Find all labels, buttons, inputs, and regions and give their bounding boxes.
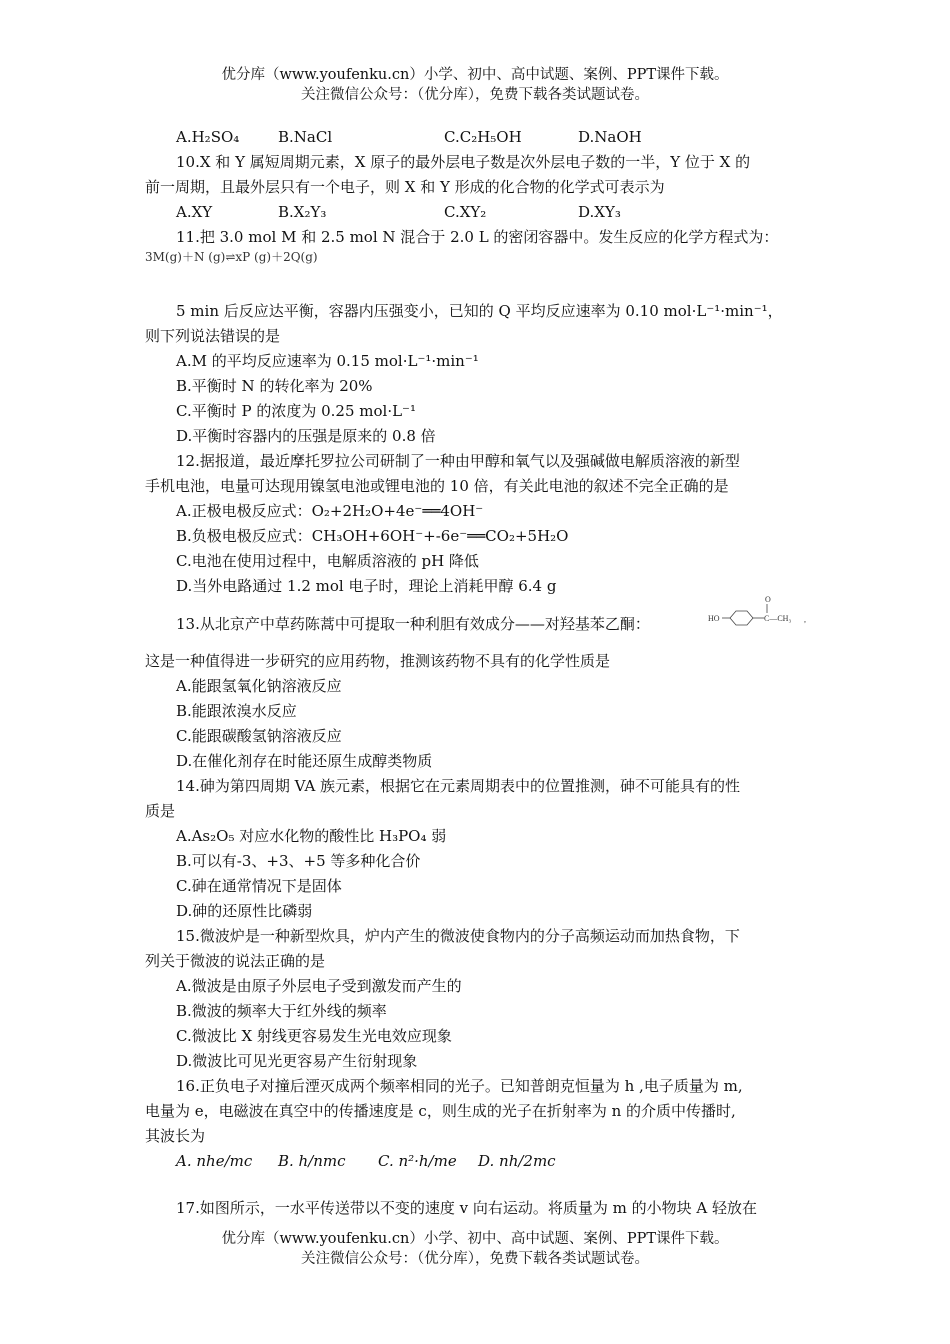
structure-ch3-label: C—CH₃ (764, 614, 792, 623)
q16-option-a: A. nhe/mc (176, 1152, 253, 1170)
q14-option-c: C.砷在通常情况下是固体 (176, 877, 342, 895)
q11-stem-line-2: 5 min 后反应达平衡，容器内压强变小，已知的 Q 平均反应速率为 0.10 mol·L⁻¹·min⁻¹， (176, 302, 783, 320)
q10-stem-line-2: 前一周期，且最外层只有一个电子，则 X 和 Y 形成的化合物的化学式可表示为 (145, 178, 665, 196)
q9-option-c: C.C₂H₅OH (444, 128, 522, 146)
structure-ho-label: HO (708, 614, 720, 623)
q11-option-c: C.平衡时 P 的浓度为 0.25 mol·L⁻¹ (176, 402, 416, 420)
q10-stem-line-1: 10.X 和 Y 属短周期元素，X 原子的最外层电子数是次外层电子数的一半，Y 位于 X 的 (176, 153, 751, 171)
q15-option-b: B.微波的频率大于红外线的频率 (176, 1002, 387, 1020)
q10-option-c: C.XY₂ (444, 203, 487, 221)
q16-option-c: C. n²·h/me (378, 1152, 457, 1170)
q9-option-a: A.H₂SO₄ (176, 128, 240, 146)
svg-text:,: , (804, 615, 806, 624)
q9-option-b: B.NaCl (278, 128, 333, 146)
q11-option-a: A.M 的平均反应速率为 0.15 mol·L⁻¹·min⁻¹ (176, 352, 479, 370)
q11-equation: 3M(g)＋N (g)⇌xP (g)＋2Q(g) (145, 250, 318, 264)
hydroxyacetophenone-structure (706, 595, 810, 629)
q11-stem-line-3: 则下列说法错误的是 (145, 327, 281, 345)
q15-stem-line-1: 15.微波炉是一种新型炊具，炉内产生的微波使食物内的分子高频运动而加热食物，下 (176, 927, 740, 945)
q15-option-c: C.微波比 X 射线更容易发生光电效应现象 (176, 1027, 452, 1045)
q11-option-d: D.平衡时容器内的压强是原来的 0.8 倍 (176, 427, 436, 445)
footer-line-1: 优分库（www.youfenku.cn）小学、初中、高中试题、案例、PPT课件下载。 (221, 1231, 729, 1247)
q14-stem-line-1: 14.砷为第四周期 VA 族元素，根据它在元素周期表中的位置推测，砷不可能具有的性 (176, 777, 741, 795)
q12-option-b: B.负极电极反应式：CH₃OH+6OH⁻+-6e⁻══CO₂+5H₂O (176, 527, 569, 545)
q15-stem-line-2: 列关于微波的说法正确的是 (145, 952, 326, 970)
header-line-1: 优分库（www.youfenku.cn）小学、初中、高中试题、案例、PPT课件下载。 (221, 67, 729, 83)
q12-option-a: A.正极电极反应式：O₂+2H₂O+4e⁻══4OH⁻ (176, 502, 484, 520)
q17-stem-line-1: 17.如图所示，一水平传送带以不变的速度 v 向右运动。将质量为 m 的小物块 A 轻放在 (176, 1199, 757, 1217)
q16-option-d: D. nh/2mc (478, 1152, 556, 1170)
q14-option-d: D.砷的还原性比磷弱 (176, 902, 313, 920)
q13-stem-line-2: 这是一种值得进一步研究的应用药物，推测该药物不具有的化学性质是 (145, 652, 611, 670)
q16-option-b: B. h/nmc (278, 1152, 346, 1170)
footer-line-2: 关注微信公众号：（优分库），免费下载各类试题试卷。 (301, 1251, 649, 1267)
q13-option-a: A.能跟氢氧化钠溶液反应 (176, 677, 342, 695)
q14-option-b: B.可以有-3、+3、+5 等多种化合价 (176, 852, 421, 870)
q10-option-a: A.XY (176, 203, 213, 221)
q12-option-c: C.电池在使用过程中，电解质溶液的 pH 降低 (176, 552, 479, 570)
q13-option-b: B.能跟浓溴水反应 (176, 702, 297, 720)
q11-stem-line-1: 11.把 3.0 mol M 和 2.5 mol N 混合于 2.0 L 的密闭容器中。发生反应的化学方程式为： (176, 228, 779, 246)
q13-option-c: C.能跟碳酸氢钠溶液反应 (176, 727, 342, 745)
q15-option-d: D.微波比可见光更容易产生衍射现象 (176, 1052, 418, 1070)
q9-option-d: D.NaOH (578, 128, 642, 146)
q12-stem-line-2: 手机电池，电量可达现用镍氢电池或锂电池的 10 倍，有关此电池的叙述不完全正确的是 (145, 477, 729, 495)
q12-option-d: D.当外电路通过 1.2 mol 电子时，理论上消耗甲醇 6.4 g (176, 577, 557, 595)
q12-stem-line-1: 12.据报道，最近摩托罗拉公司研制了一种由甲醇和氧气以及强碱做电解质溶液的新型 (176, 452, 740, 470)
q16-stem-line-3: 其波长为 (145, 1127, 206, 1145)
q14-stem-line-2: 质是 (145, 802, 176, 820)
q11-option-b: B.平衡时 N 的转化率为 20% (176, 377, 373, 395)
q10-option-d: D.XY₃ (578, 203, 621, 221)
q13-stem-line-1: 13.从北京产中草药陈蒿中可提取一种利胆有效成分——对羟基苯乙酮： (176, 615, 650, 633)
q15-option-a: A.微波是由原子外层电子受到激发而产生的 (176, 977, 462, 995)
q14-option-a: A.As₂O₅ 对应水化物的酸性比 H₃PO₄ 弱 (176, 827, 447, 845)
header-line-2: 关注微信公众号：（优分库），免费下载各类试题试卷。 (301, 87, 649, 103)
q13-option-d: D.在催化剂存在时能还原生成醇类物质 (176, 752, 433, 770)
q16-stem-line-1: 16.正负电子对撞后湮灭成两个频率相同的光子。已知普朗克恒量为 h ,电子质量为 m, (176, 1077, 743, 1095)
q10-option-b: B.X₂Y₃ (278, 203, 327, 221)
q16-stem-line-2: 电量为 e，电磁波在真空中的传播速度是 c，则生成的光子在折射率为 n 的介质中传播时, (145, 1102, 736, 1120)
structure-o-label: O (765, 595, 771, 604)
